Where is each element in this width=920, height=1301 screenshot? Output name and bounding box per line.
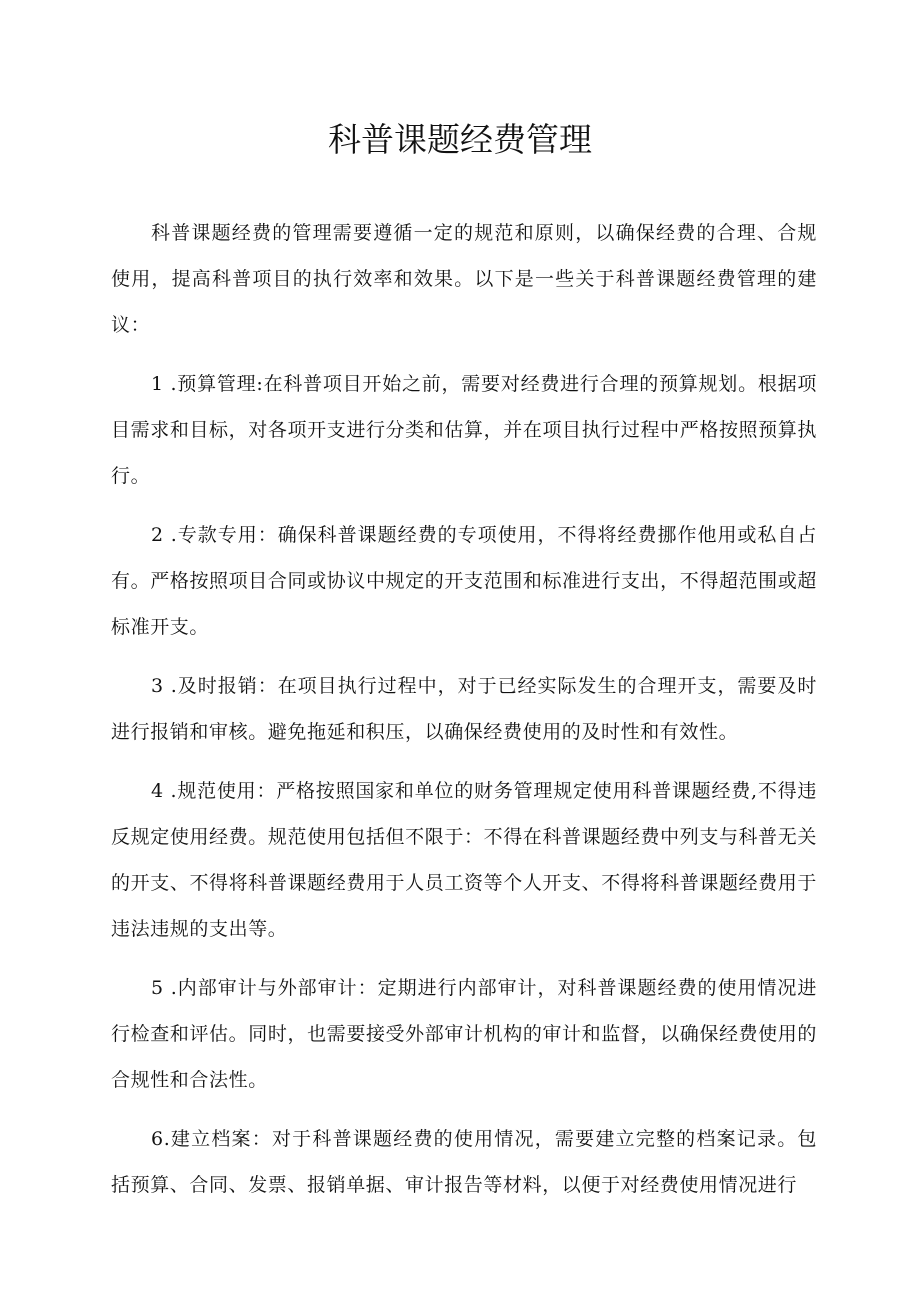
item-budget-management: 1 .预算管理:在科普项目开始之前，需要对经费进行合理的预算规划。根据项目需求和目标，对各项开支进行分类和估算，并在项目执行过程中严格按照预算执行。	[111, 373, 817, 487]
item-archives: 6.建立档案：对于科普课题经费的使用情况，需要建立完整的档案记录。包括预算、合同、发票、报销单据、审计报告等材料，以便于对经费使用情况进行	[111, 1128, 817, 1196]
item-dedicated-funds: 2 .专款专用：确保科普课题经费的专项使用，不得将经费挪作他用或私自占有。严格按照项目合同或协议中规定的开支范围和标准进行支出，不得超范围或超标准开支。	[111, 524, 817, 638]
document-body	[111, 210, 817, 1221]
intro-paragraph: 科普课题经费的管理需要遵循一定的规范和原则，以确保经费的合理、合规使用，提高科普项目的执行效率和效果。以下是一些关于科普课题经费管理的建议：	[111, 222, 817, 336]
item-standardized-use: 4 .规范使用：严格按照国家和单位的财务管理规定使用科普课题经费,不得违反规定使用经费。规范使用包括但不限于：不得在科普课题经费中列支与科普无关的开支、不得将科普课题经费用于人员工资等个人开支、不得将科普课题经费用于违法违规的支出等。	[111, 780, 817, 940]
item-timely-reimbursement: 3 .及时报销：在项目执行过程中，对于已经实际发生的合理开支，需要及时进行报销和审核。避免拖延和积压，以确保经费使用的及时性和有效性。	[111, 675, 817, 743]
item-audit: 5 .内部审计与外部审计：定期进行内部审计，对科普课题经费的使用情况进行检查和评估。同时，也需要接受外部审计机构的审计和监督，以确保经费使用的合规性和合法性。	[111, 977, 817, 1091]
document-title: 科普课题经费管理	[328, 120, 592, 159]
